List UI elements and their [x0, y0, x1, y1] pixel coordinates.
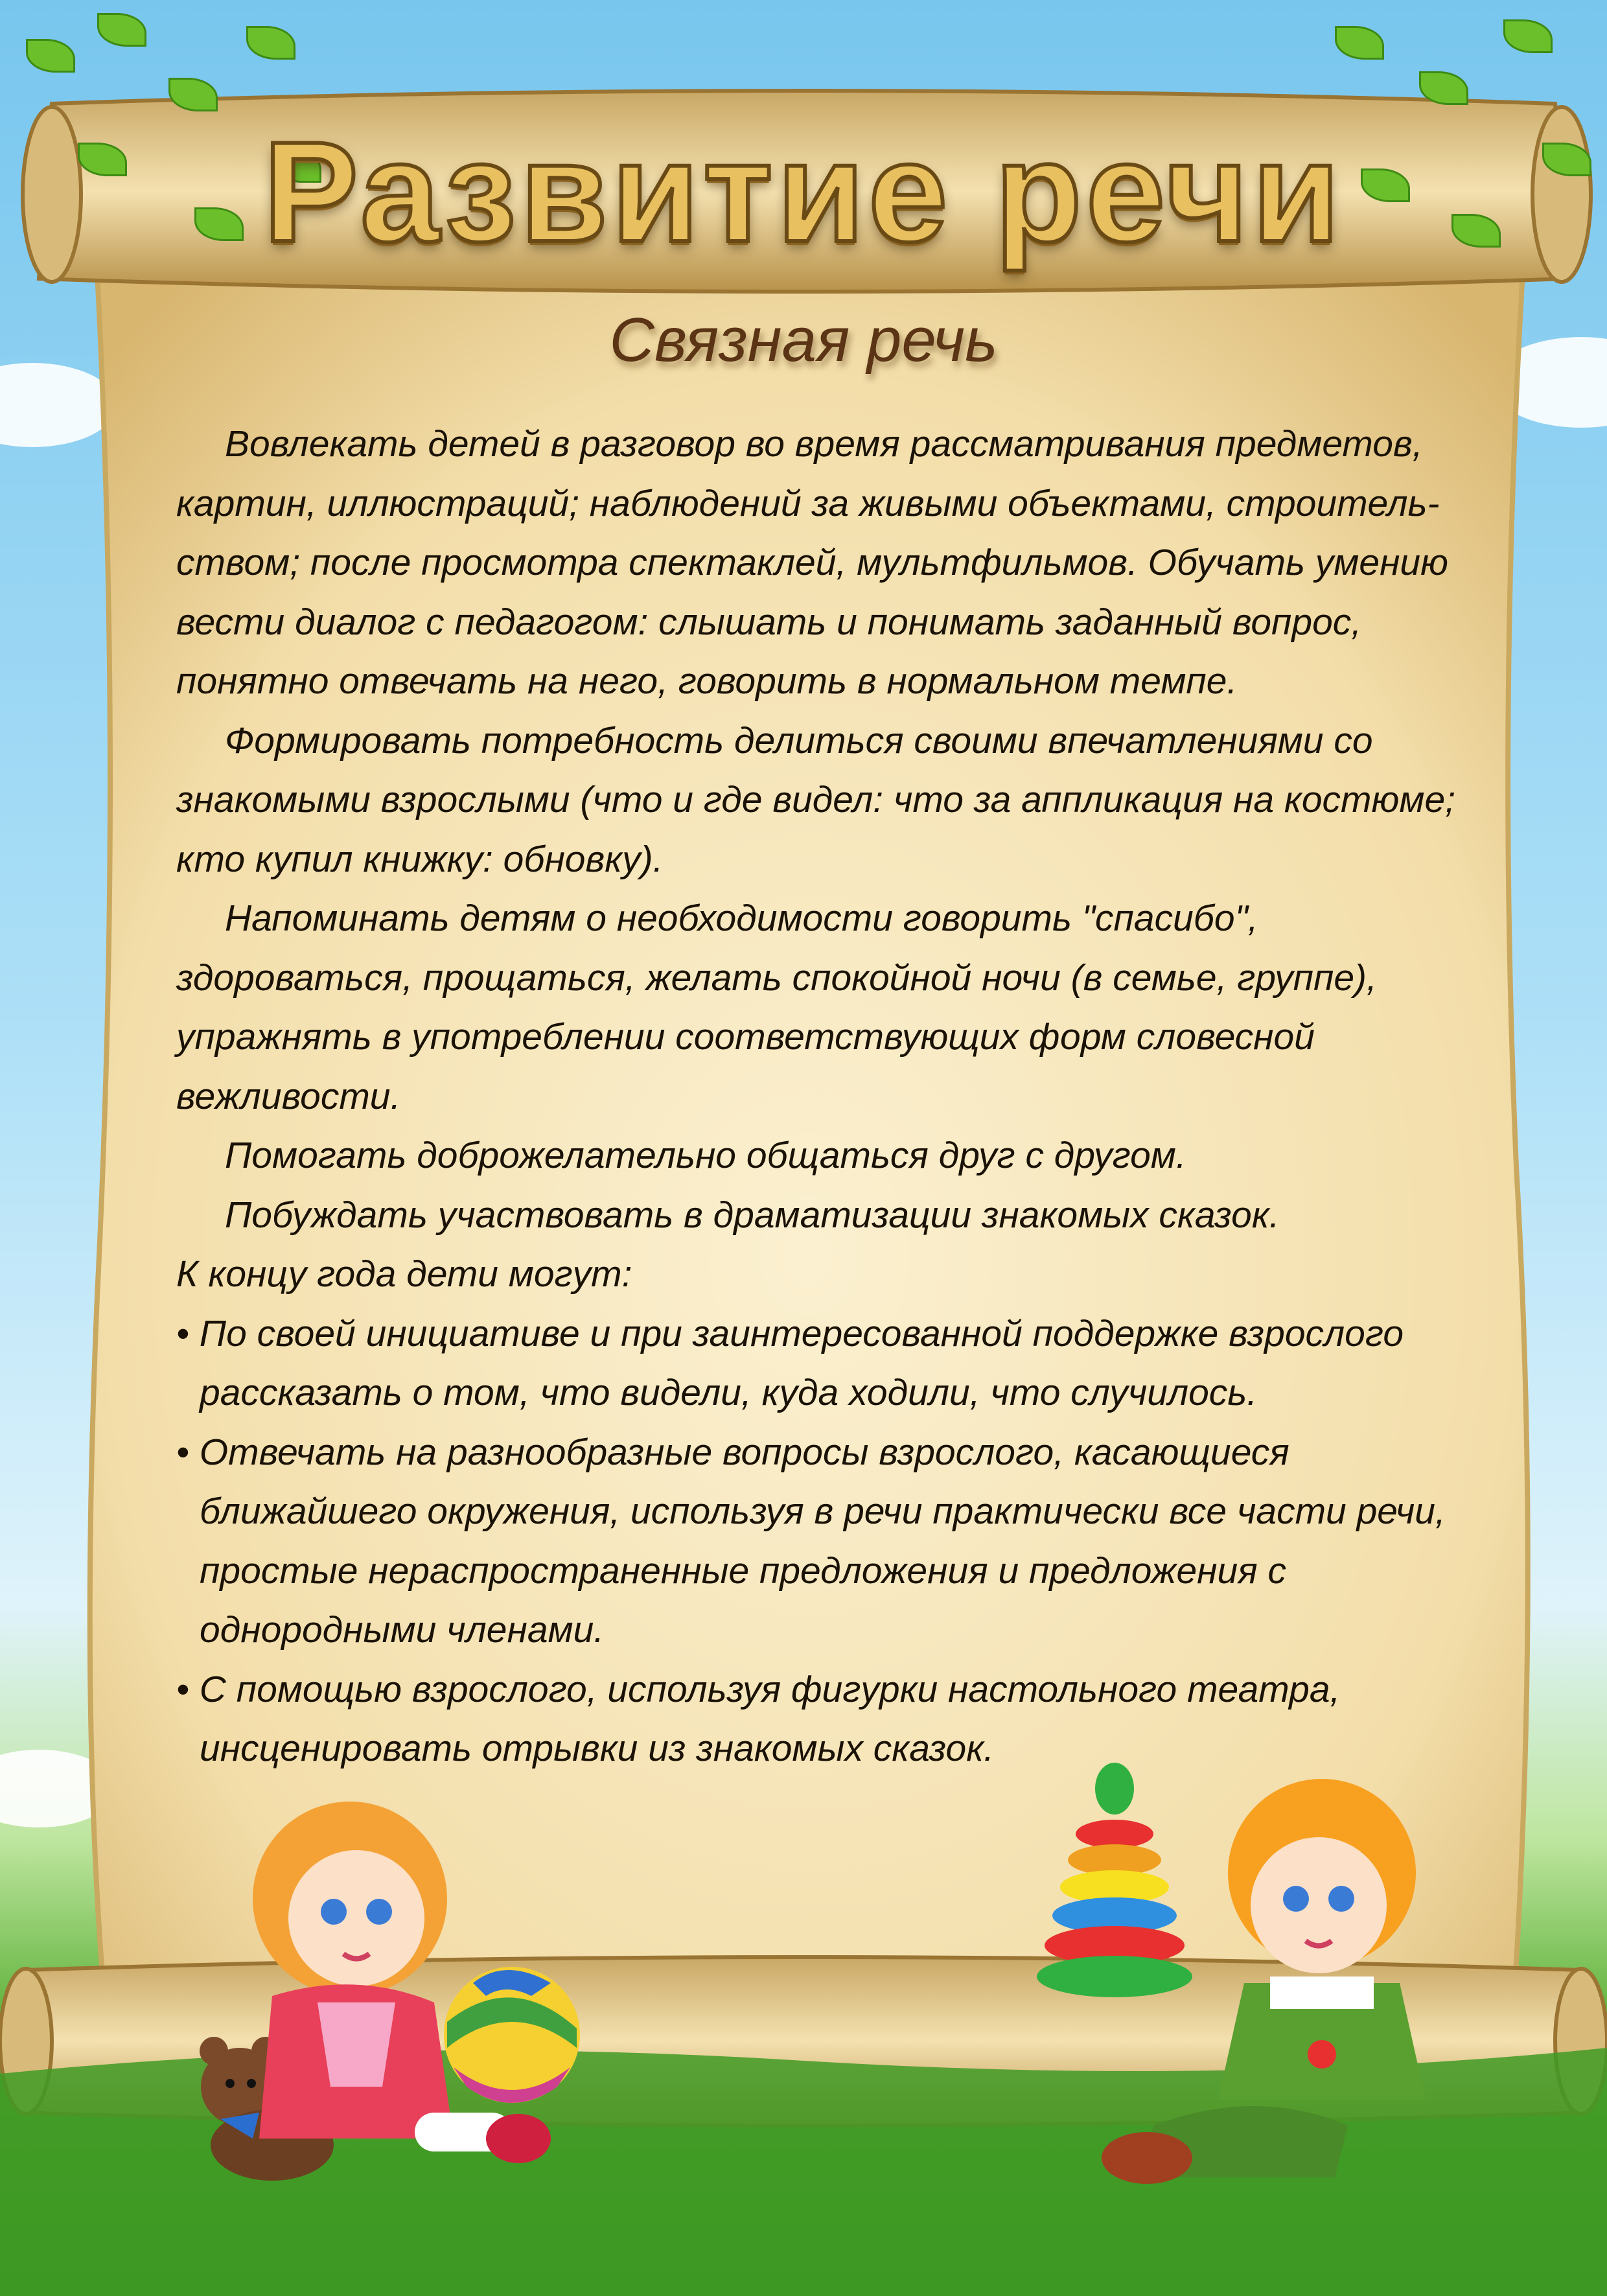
- poster-title: Развитие речи: [263, 112, 1344, 272]
- girl-with-ball-illustration: [168, 1776, 661, 2190]
- paragraph: Формировать потребность делиться своими впечатлениями со знакомыми взрослыми (что и где видел: что за аппликация на костюме; кто купил книжку: обновку).: [176, 719, 1455, 880]
- paragraph: Напоминать детям о необходимости говорить "спасибо", здороваться, прощаться, желать спокойной ночи (в семье, группе), упражнять в употреблении соответствующих форм словесной вежливости.: [176, 898, 1377, 1117]
- paragraph: Побуждать участвовать в драматизации знакомых сказок.: [225, 1194, 1280, 1236]
- outcome-item: • Отвечать на разнообразные вопросы взрослого, касающиеся ближайшего окружения, используя в речи практически все части речи, простые нераспространенные предложения и предложения с однородными членами.: [176, 1431, 1446, 1651]
- poster-subtitle: Связная речь: [609, 305, 998, 375]
- body-text: [176, 415, 1472, 1779]
- outcome-item: • По своей инициативе и при заинтересованной поддержке взрослого рассказать о том, что видели, куда ходили, что случилось.: [176, 1312, 1404, 1413]
- boy-with-pyramid-illustration: [985, 1763, 1477, 2203]
- pyramid-toy-icon: [1037, 1763, 1192, 1997]
- paragraph: Вовлекать детей в разговор во время рассматривания предметов, картин, иллюстраций; наблюдений за живыми объектами, строитель- ством; после просмотра спектаклей, мультфильмов. Обучать умению вести диалог с педагогом: слышать и понимать заданный вопрос, понятно отвечать на него, говорить в нормальном темпе.: [176, 423, 1448, 702]
- paragraph: Помогать доброжелательно общаться друг с другом.: [225, 1135, 1186, 1176]
- outcome-item: • С помощью взрослого, используя фигурки настольного театра, инсценировать отрывки из знакомых сказок.: [176, 1668, 1341, 1769]
- outcomes-heading: К концу года дети могут:: [176, 1253, 632, 1295]
- ball-icon: [444, 1967, 580, 2103]
